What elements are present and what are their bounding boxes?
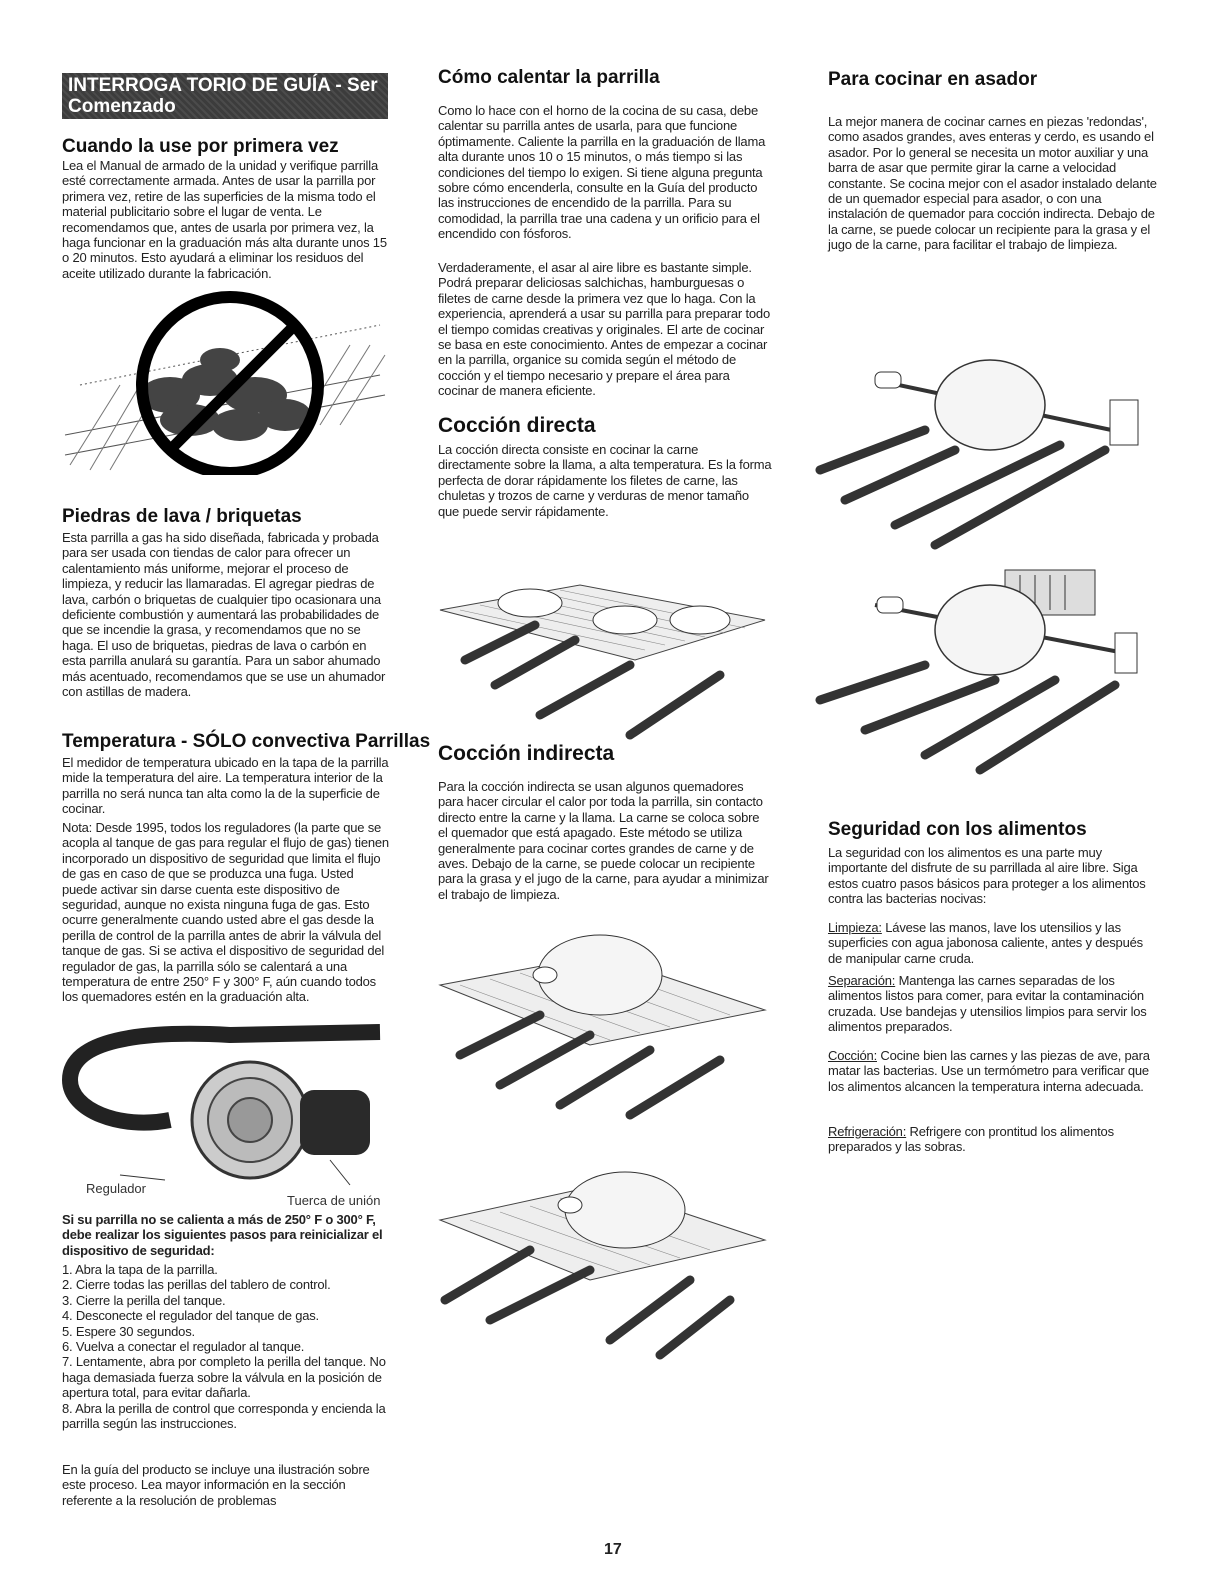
reset-step: 8. Abra la perilla de control que corresponda y encienda la parrilla según las instrucciones.: [62, 1400, 386, 1432]
food-safety-heading: Seguridad con los alimentos: [828, 819, 1087, 840]
guide-banner: INTERROGA TORIO DE GUÍA - Ser Comenzado: [62, 73, 388, 119]
safety-item-cook: [828, 1048, 1158, 1094]
lava-rocks-heading: Piedras de lava / briquetas: [62, 506, 302, 527]
reset-step: 5. Espere 30 segundos.: [62, 1323, 195, 1339]
safety-item-chill: [828, 1124, 1158, 1155]
reset-step: 3. Cierre la perilla del tanque.: [62, 1292, 226, 1308]
food-safety-text: La seguridad con los alimentos es una parte muy importante del disfrute de su parrillada al aire libre. Siga estos cuatro pasos básicos para proteger a los alimentos contra las bacterias nocivas:: [828, 845, 1146, 907]
safety-item-separate: [828, 973, 1158, 1035]
reset-note: Si su parrilla no se calienta a más de 250° F o 300° F, debe realizar los siguientes pasos para reinicializar el dispositivo de seguridad:: [62, 1212, 383, 1258]
temperature-text: El medidor de temperatura ubicado en la tapa de la parrilla mide la temperatura del aire. La temperatura interior de la parrilla no será nunca tan alta como la de la superficie de cocinar.: [62, 755, 389, 817]
page-number: 17: [604, 1541, 622, 1558]
safety-item-label: Separación:: [828, 973, 896, 988]
reset-step: 7. Lentamente, abra por completo la perilla del tanque. No haga demasiada fuerza sobre la válvula en la posición de apertura total, para evitar dañarla.: [62, 1354, 386, 1401]
safety-item-text: Cocine bien las carnes y las piezas de ave, para matar las bacterias. Use un termómetro para verificar que los alimentos alcancen la temperatura interna adecuada.: [828, 1048, 1150, 1094]
first-use-text: Lea el Manual de armado de la unidad y verifique parrilla esté correctamente armada. Antes de usar la parrilla por primera vez, retire de las superficies de la misma todo el material publicitario sobre el lugar de venta. Le recomendamos que, antes de usarla por primera vez, la haga funcionar en la graduación más alta durante unos 15 o 20 minutos. Esto ayudará a eliminar los residuos del aceite utilizado durante la fabricación.: [62, 158, 387, 281]
safety-item-label: Refrigeración:: [828, 1124, 907, 1139]
troubleshooting-note: En la guía del producto se incluye una ilustración sobre este proceso. Lea mayor información en la sección referente a la resolución de problemas: [62, 1462, 370, 1508]
rotisserie-burner-illustration: [805, 555, 1145, 775]
temperature-note: Nota: Desde 1995, todos los reguladores (la parte que se acopla al tanque de gas para regular el flujo de gas) tienen incorporado un dispositivo de seguridad que limita el flujo de gas en caso de que se produzca una fuga. Usted puede activar sin darse cuenta este dispositivo de seguridad, aunque no exista ninguna fuga de gas. Esto ocurre generalmente cuando usted abre el gas desde la perilla de control de la parrilla antes de abrir la válvula del tanque de gas. Si se activa el dispositivo de seguridad del regulador de gas, la parrilla sólo se calentará a una temperatura de entre 250° F y 300° F, aún cuando todos los quemadores estén en la graduación alta.: [62, 820, 389, 1005]
rotisserie-heading: Para cocinar en asador: [828, 69, 1038, 90]
direct-cooking-heading: Cocción directa: [438, 414, 596, 437]
preheat-heading: Cómo calentar la parrilla: [438, 67, 660, 88]
rotisserie-indirect-illustration: [430, 1160, 770, 1360]
reset-step: 6. Vuelva a conectar el regulador al tanque.: [62, 1339, 305, 1355]
regulator-illustration: [60, 1020, 390, 1190]
rotisserie-text: La mejor manera de cocinar carnes en piezas 'redondas', como asados grandes, aves enteras y cerdo, es usando el asador. Por lo general se necesita un motor auxiliar y una barra de asar que permite girar la carne a velocidad constante. Se cocina mejor con el asador instalado delante de un quemador especial para asador, o con una instalación de quemador para cocción indirecta. Debajo de la carne, se puede colocar un recipiente para la grasa y el jugo de la carne, para facilitar el trabajo de limpieza.: [828, 114, 1157, 253]
indirect-cooking-text: Para la cocción indirecta se usan algunos quemadores para hacer circular el calor por toda la parrilla, sin contacto directo entre la carne y la llama. La carne se coloca sobre el quemador que está apagado. Este método se utiliza generalmente para cocinar cortes grandes de carne y de aves. Debajo de la carne, se puede colocar un recipiente para la grasa y el jugo de la carne, para ayudar a minimizar el trabajo de limpieza.: [438, 779, 769, 902]
lava-rocks-text: Esta parrilla a gas ha sido diseñada, fabricada y probada para ser usada con tiendas de calor para ofrecer un calentamiento más uniforme, mejorar el proceso de limpieza, y reducir las llamaradas. El agregar piedras de lava, carbón o briquetas de cualquier tipo ocasionara una deficiente combustión y aumentará las probabilidades de que se incendie la grasa, y recomendamos que no se haga. El uso de briquetas, piedras de lava o carbón en esta parrilla anulará su garantía. Para un sabor ahumado más acentuado, recomendamos que se use un ahumador con astillas de madera.: [62, 530, 386, 700]
indirect-cooking-heading: Cocción indirecta: [438, 742, 615, 765]
safety-item-label: Limpieza:: [828, 920, 882, 935]
first-use-heading: Cuando la use por primera vez: [62, 136, 339, 157]
reset-step: 4. Desconecte el regulador del tanque de gas.: [62, 1308, 319, 1324]
safety-item-text: Mantenga las carnes separadas de los alimentos listos para comer, para evitar la contaminación cruzada. Use bandejas y utensilios limpios para servir los alimentos preparados.: [828, 973, 1147, 1035]
outdoor-grilling-text: Verdaderamente, el asar al aire libre es bastante simple. Podrá preparar deliciosas salchichas, hamburguesas o filetes de carne desde la primera vez que lo haga. Con la experiencia, aprenderá a usar su parrilla para preparar todo el tiempo comidas creativas y originales. El arte de cocinar se basa en este conocimiento. Antes de empezar a cocinar en la parrilla, organice su comida según el método de cocción y el tiempo necesario y prepare el área para cocinar de manera eficiente.: [438, 260, 770, 399]
indirect-cooking-illustration: [430, 925, 770, 1125]
safety-item-text: Refrigere con prontitud los alimentos preparados y las sobras.: [828, 1124, 1114, 1155]
safety-item-text: Lávese las manos, lave los utensilios y las superficies con agua jabonosa caliente, antes y después de manipular carne cruda.: [828, 920, 1143, 966]
preheat-text: Como lo hace con el horno de la cocina de su casa, debe calentar su parrilla antes de usarla, para que funcione óptimamente. Caliente la parrilla en la graduación de llama alta durante unos 10 o 15 minutos, o más tiempo si las condiciones del tiempo lo exigen. Si tiene alguna pregunta sobre cómo encenderla, consulte en la Guía del producto las instrucciones de encendido de la parrilla. Para su comodidad, la parrilla trae una cadena y un orificio para el encendido con fósforos.: [438, 103, 766, 242]
union-nut-caption: Tuerca de unión: [287, 1193, 381, 1208]
safety-item-clean: [828, 920, 1158, 966]
reset-step: 2. Cierre todas las perillas del tablero de control.: [62, 1277, 331, 1293]
safety-item-label: Cocción:: [828, 1048, 877, 1063]
regulator-caption: Regulador: [86, 1181, 146, 1196]
reset-step: 1. Abra la tapa de la parrilla.: [62, 1262, 218, 1277]
reset-steps-list: [62, 1262, 392, 1431]
temperature-heading: Temperatura - SÓLO convectiva Parrillas: [62, 731, 431, 752]
direct-cooking-text: La cocción directa consiste en cocinar la carne directamente sobre la llama, a alta temperatura. Es la forma perfecta de dorar rápidamente los filetes de carne, las chuletas y trozos de carne y verduras de menor tamaño que puede servir rápidamente.: [438, 442, 772, 519]
direct-cooking-illustration: [430, 565, 770, 745]
no-briquettes-illustration: [60, 285, 390, 475]
rotisserie-illustration: [805, 340, 1145, 555]
